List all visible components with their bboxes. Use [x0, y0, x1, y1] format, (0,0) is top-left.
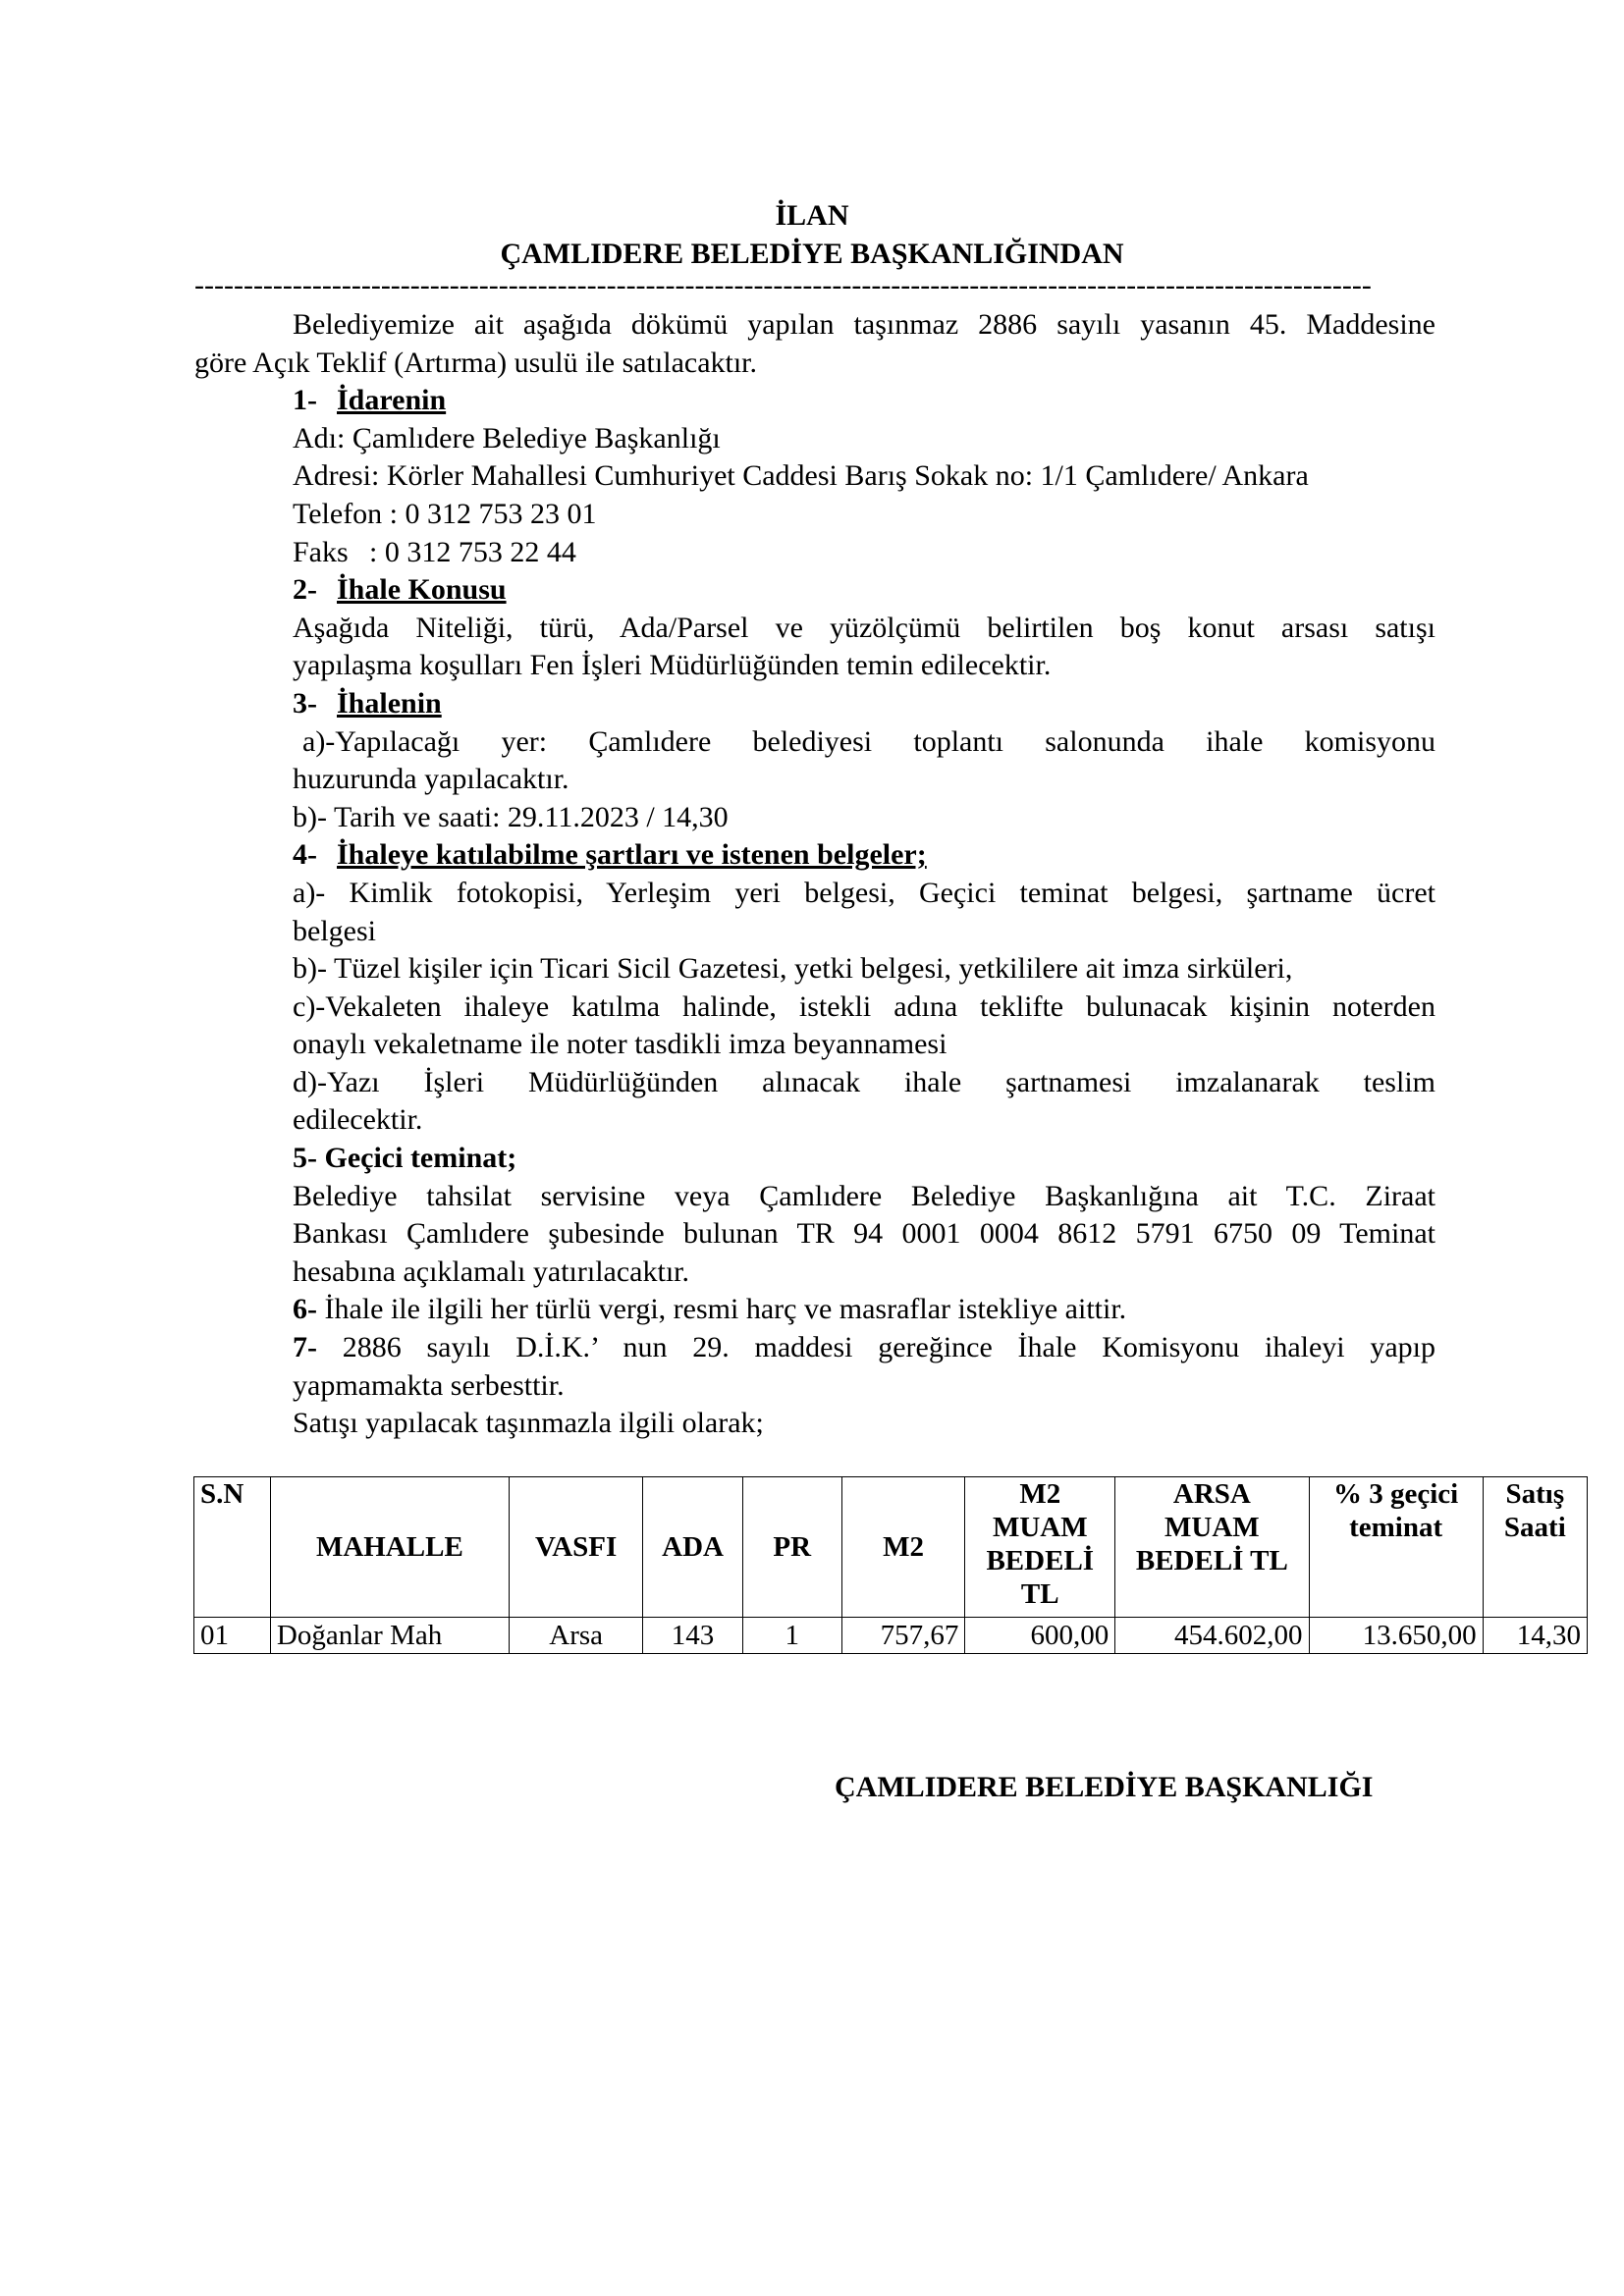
cell-teminat: 13.650,00	[1309, 1618, 1483, 1654]
table-header-row	[194, 1477, 1588, 1618]
section-1-heading: 1- İdarenin	[293, 384, 447, 417]
header-vasfi: VASFI	[509, 1477, 643, 1618]
header-pr: PR	[742, 1477, 841, 1618]
document-body	[194, 306, 1435, 1443]
section-2-line-2: yapılaşma koşulları Fen İşleri Müdürlüğünden temin edilecektir.	[293, 649, 1052, 682]
section-4-c-line-2: onaylı vekaletname ile noter tasdikli imza beyannamesi	[293, 1028, 947, 1061]
section-3-b: b)- Tarih ve saati: 29.11.2023 / 14,30	[293, 800, 729, 833]
cell-sn: 01	[194, 1618, 271, 1654]
authority-name: Adı: Çamlıdere Belediye Başkanlığı	[293, 421, 721, 454]
header-mahalle: MAHALLE	[270, 1477, 509, 1618]
section-4-c-line-1: c)-Vekaleten ihaleye katılma halinde, istekli adına teklifte bulunacak kişinin noterden	[293, 989, 1435, 1023]
section-4-heading: 4- İhaleye katılabilme şartları ve istenen belgeler;	[293, 838, 927, 872]
property-table	[193, 1476, 1588, 1654]
header-ada: ADA	[643, 1477, 742, 1618]
section-2-heading: 2- İhale Konusu	[293, 573, 507, 607]
section-4-a-line-2: belgesi	[293, 914, 376, 947]
section-4-d-line-2: edilecektir.	[293, 1103, 423, 1137]
header-satis-saati: Satış Saati	[1483, 1477, 1587, 1618]
section-5-line-1: Belediye tahsilat servisine veya Çamlıdere Belediye Başkanlığına ait T.C. Ziraat	[293, 1179, 1435, 1212]
section-6: 6- İhale ile ilgili her türlü vergi, resmi harç ve masraflar istekliye aittir.	[293, 1293, 1127, 1326]
cell-ada: 143	[643, 1618, 742, 1654]
separator-line: ------------------------------------------------------------------------------------------------------------------------	[194, 271, 1372, 300]
header-m2-muam: M2 MUAM BEDELİ TL	[965, 1477, 1115, 1618]
header-arsa-muam: ARSA MUAM BEDELİ TL	[1115, 1477, 1309, 1618]
section-4-a-line-1: a)- Kimlik fotokopisi, Yerleşim yeri belgesi, Geçici teminat belgesi, şartname ücret	[293, 876, 1435, 909]
footer-signature: ÇAMLIDERE BELEDİYE BAŞKANLIĞI	[835, 1771, 1374, 1803]
document-title: İLAN	[775, 199, 849, 232]
cell-vasfi: Arsa	[509, 1618, 643, 1654]
intro-line-1: Belediyemize ait aşağıda dökümü yapılan taşınmaz 2886 sayılı yasanın 45. Maddesine	[293, 308, 1435, 341]
section-7-line-2: yapmamakta serbesttir.	[293, 1368, 565, 1402]
cell-m2-muam: 600,00	[965, 1618, 1115, 1654]
cell-pr: 1	[742, 1618, 841, 1654]
authority-fax: Faks : 0 312 753 22 44	[293, 535, 576, 568]
table-row	[194, 1618, 1588, 1654]
section-4-b: b)- Tüzel kişiler için Ticari Sicil Gazetesi, yetki belgesi, yetkililere ait imza sirküleri,	[293, 952, 1293, 986]
intro-line-2: göre Açık Teklif (Artırma) usulü ile satılacaktır.	[194, 346, 758, 379]
document-subtitle: ÇAMLIDERE BELEDİYE BAŞKANLIĞINDAN	[500, 238, 1124, 270]
cell-mahalle: Doğanlar Mah	[270, 1618, 509, 1654]
header-teminat: % 3 geçici teminat	[1309, 1477, 1483, 1618]
cell-arsa-muam: 454.602,00	[1115, 1618, 1309, 1654]
section-7-line-1: 7- 2886 sayılı D.İ.K.’ nun 29. maddesi gereğince İhale Komisyonu ihaleyi yapıp	[293, 1331, 1436, 1364]
header-sn: S.N	[194, 1477, 271, 1618]
authority-address: Adresi: Körler Mahallesi Cumhuriyet Caddesi Barış Sokak no: 1/1 Çamlıdere/ Ankara	[293, 459, 1309, 493]
section-2-line-1: Aşağıda Niteliği, türü, Ada/Parsel ve yüzölçümü belirtilen boş konut arsası satışı	[293, 611, 1435, 644]
section-3-heading: 3- İhalenin	[293, 686, 442, 720]
authority-phone: Telefon : 0 312 753 23 01	[293, 497, 597, 530]
header-m2: M2	[841, 1477, 965, 1618]
section-4-d-line-1: d)-Yazı İşleri Müdürlüğünden alınacak ihale şartnamesi imzalanarak teslim	[293, 1065, 1435, 1098]
cell-satis-saati: 14,30	[1483, 1618, 1587, 1654]
section-5-line-3: hesabına açıklamalı yatırılacaktır.	[293, 1255, 689, 1288]
section-3-a-line-1: a)-Yapılacağı yer: Çamlıdere belediyesi toplantı salonunda ihale komisyonu	[302, 724, 1435, 758]
section-5-heading: 5- Geçici teminat;	[293, 1142, 517, 1175]
table-intro: Satışı yapılacak taşınmazla ilgili olarak;	[293, 1407, 764, 1440]
section-5-line-2: Bankası Çamlıdere şubesinde bulunan TR 94 0001 0004 8612 5791 6750 09 Teminat	[293, 1217, 1435, 1251]
cell-m2: 757,67	[841, 1618, 965, 1654]
section-3-a-line-2: huzurunda yapılacaktır.	[293, 763, 569, 796]
